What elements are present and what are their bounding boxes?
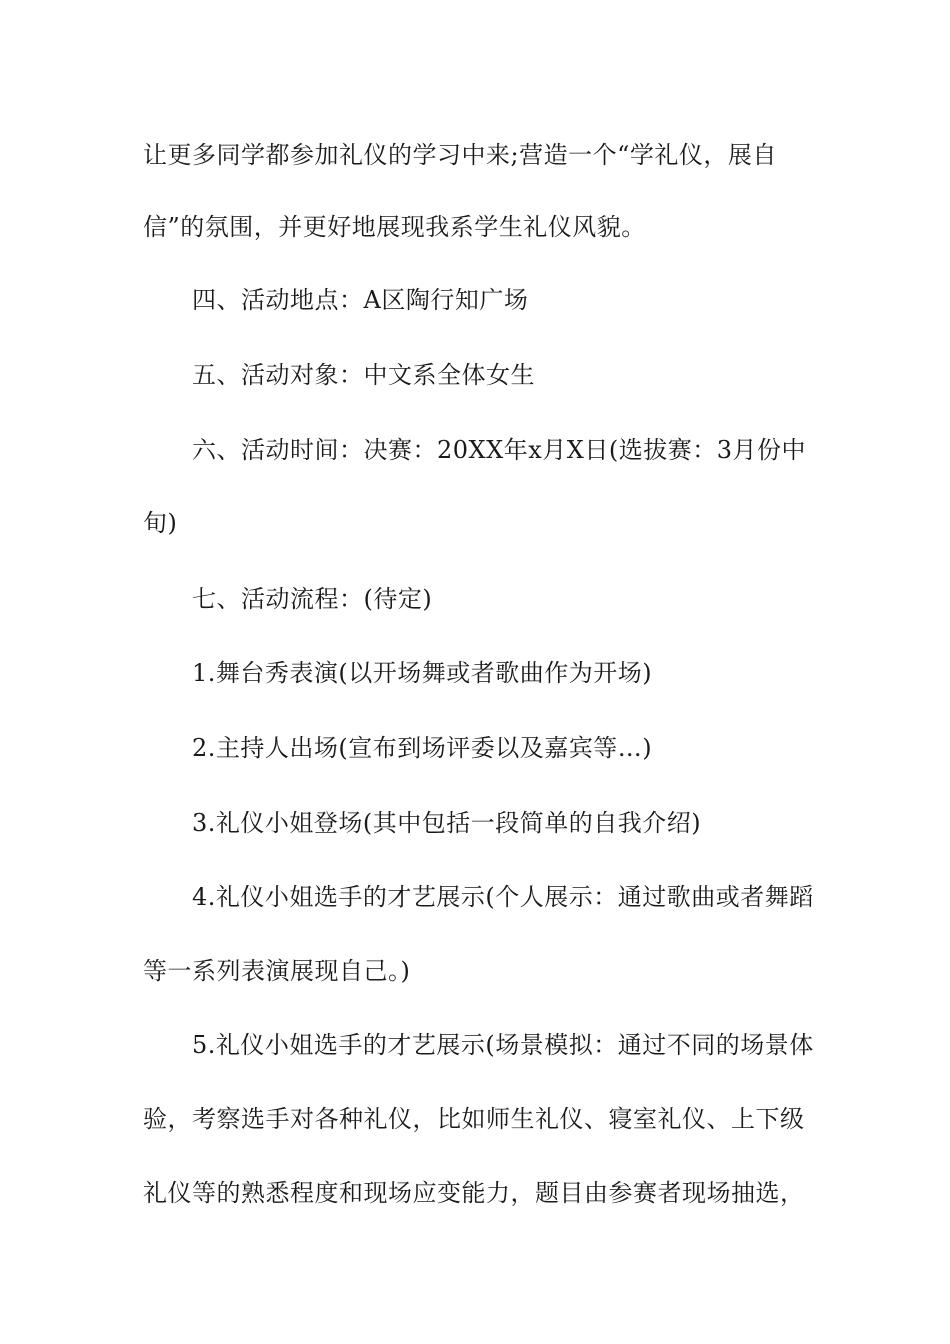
paragraph-line: 等一系列表演展现自己。): [143, 957, 411, 985]
section-time: 六、活动时间：决赛：20XX年x月X日(选拔赛：3月份中: [192, 436, 806, 464]
section-process: 七、活动流程：(待定): [192, 585, 433, 613]
section-location: 四、活动地点：A区陶行知广场: [192, 286, 529, 314]
paragraph-line: 验，考察选手对各种礼仪，比如师生礼仪、寝室礼仪、上下级: [143, 1105, 805, 1133]
paragraph-line: 让更多同学都参加礼仪的学习中来;营造一个“学礼仪，展自: [143, 141, 777, 169]
section-audience: 五、活动对象：中文系全体女生: [192, 361, 535, 389]
paragraph-line: 信”的氛围，并更好地展现我系学生礼仪风貌。: [143, 213, 646, 241]
list-item: 3.礼仪小姐登场(其中包括一段简单的自我介绍): [192, 809, 702, 837]
list-item: 1.舞台秀表演(以开场舞或者歌曲作为开场): [192, 659, 653, 687]
list-item: 2.主持人出场(宣布到场评委以及嘉宾等…): [192, 734, 653, 762]
paragraph-line: 礼仪等的熟悉程度和现场应变能力，题目由参赛者现场抽选，: [143, 1179, 805, 1207]
list-item: 4.礼仪小姐选手的才艺展示(个人展示：通过歌曲或者舞蹈: [192, 883, 814, 911]
paragraph-line: 旬): [143, 509, 178, 537]
list-item: 5.礼仪小姐选手的才艺展示(场景模拟：通过不同的场景体: [192, 1031, 814, 1059]
